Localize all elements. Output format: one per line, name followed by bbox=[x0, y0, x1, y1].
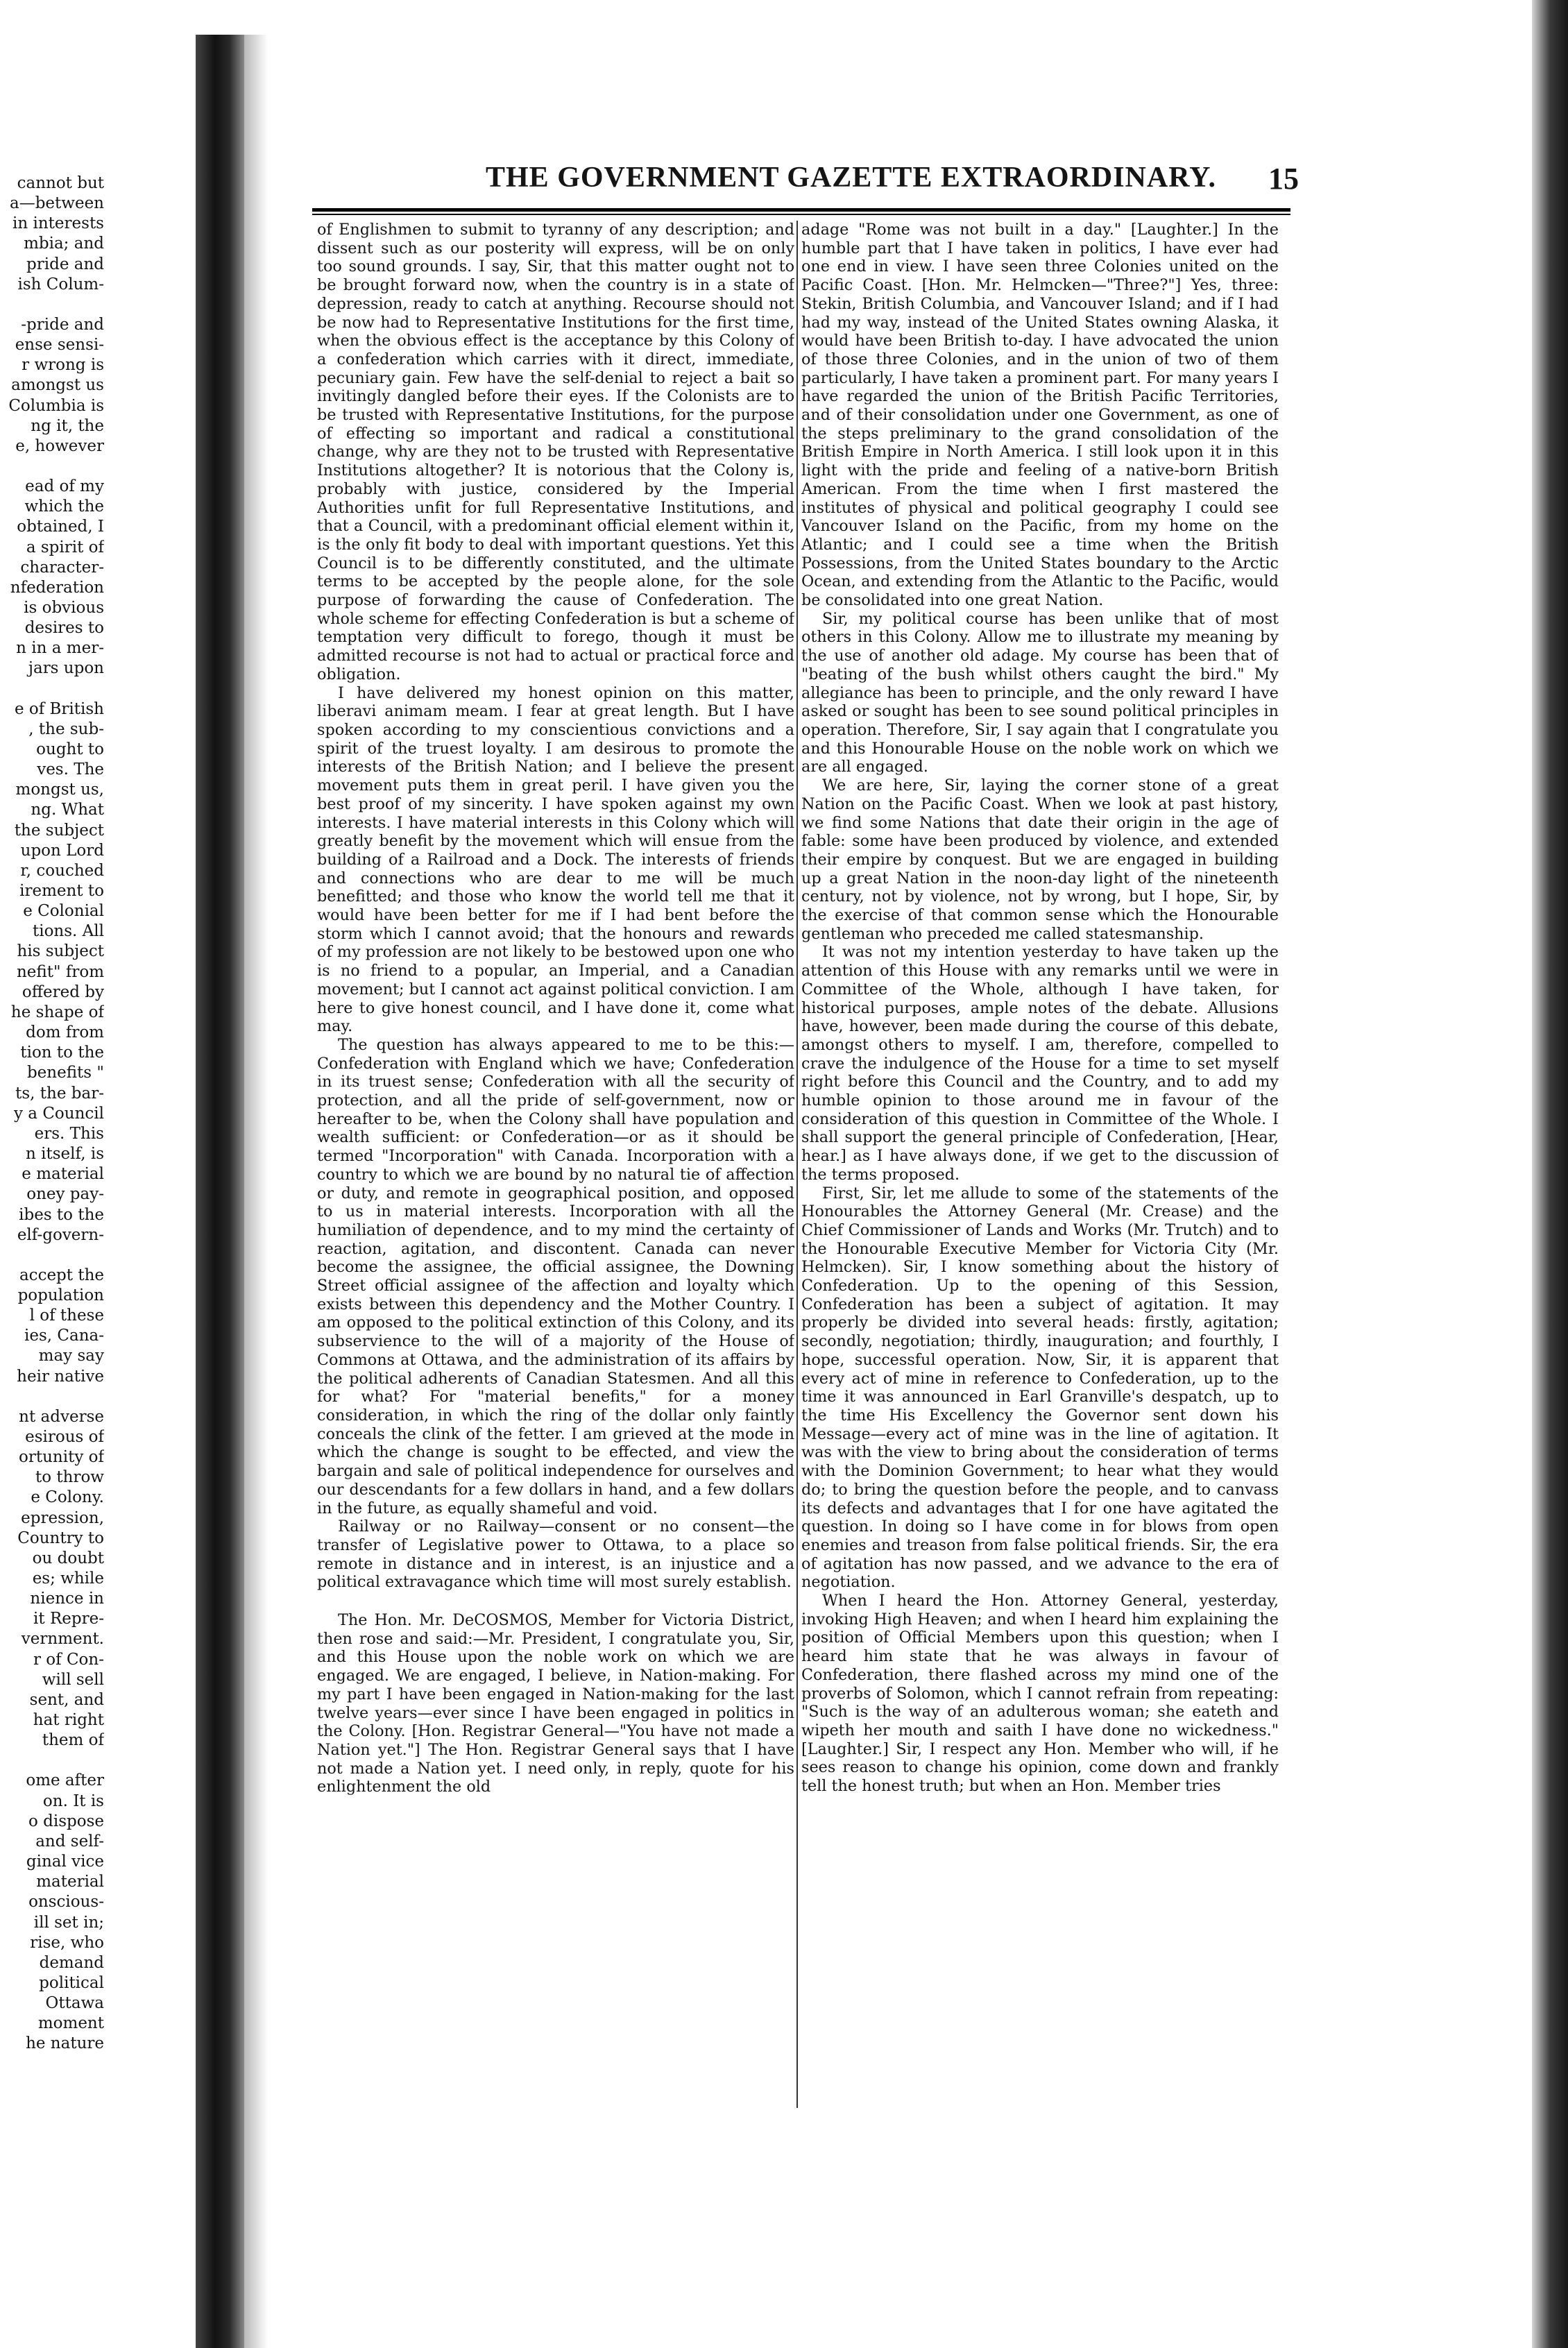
facing-line: jars upon bbox=[28, 659, 104, 678]
facing-line: character- bbox=[20, 558, 104, 577]
paragraph: First, Sir, let me allude to some of the statements of the Honourables the Attorney General (Mr. Crease) and the Chief Commissioner of Lands and Works (Mr. Trutch) and to the Honourable Executive Member for Victoria City (Mr. Helmcken). Sir, I know something about the history of Confederation. Up to the opening of this Session, Confederation has been a subject of agitation. It may properly be divided into several heads: firstly, agitation; secondly, negotiation; thirdly, inauguration; and fourthly, I hope, successful operation. Now, Sir, it is apparent that every act of mine in reference to Confederation, up to the time it was announced in Earl Granville's despatch, up to the time His Excellency the Governor sent down his Message—every act of mine was in the line of agitation. It was with the view to bring about the consideration of terms with the Dominion Government; to hear what they would do; to bring the question before the people, and to canvass its defects and advantages that I for one have agitated the question. In doing so I have come in for blows from open enemies and treason from false political friends. Sir, the era of agitation has now passed, and we advance to the era of negotiation. bbox=[801, 1184, 1279, 1592]
facing-line: desires to bbox=[24, 619, 104, 638]
facing-line: ng. What bbox=[31, 801, 104, 819]
facing-line: ou doubt bbox=[32, 1549, 104, 1567]
facing-line: Country to bbox=[17, 1529, 104, 1547]
facing-line: es; while bbox=[32, 1569, 104, 1588]
paragraph: adage "Rome was not built in a day." [Laughter.] In the humble part that I have taken in politics, I have ever had one end in view. I have seen three Colonies united on the Pacific Coast. [Hon. Mr. Helmcken—"Three?"] Yes, three: Stekin, British Columbia, and Vancouver Island; and if I had had my way, instead of the United States owning Alaska, it would have been British to-day. I have advocated the union of those three Colonies, and in the union of two of them particularly, I have taken a prominent part. For many years I have regarded the union of the British Pacific Territories, and of their consolidation under one Government, as one of the steps preliminary to the grand consolidation of the British Empire in North America. I still look upon it in this light with the pride and feeling of a native-born British American. From the time when I first mastered the institutes of physical and political geography I could see Vancouver Island on the Pacific, from my home on the Atlantic; and I could see a time when the British Possessions, from the United States boundary to the Arctic Ocean, and extending from the Atlantic to the Pacific, would be consolidated into one great Nation. bbox=[801, 221, 1279, 610]
facing-line: them of bbox=[42, 1731, 104, 1750]
facing-line: nefit" from bbox=[16, 962, 104, 981]
facing-line: may say bbox=[38, 1347, 104, 1366]
facing-line: , the sub- bbox=[28, 720, 104, 738]
facing-line: ortunity of bbox=[19, 1448, 104, 1467]
facing-line: nience in bbox=[30, 1590, 104, 1608]
facing-line: accept the bbox=[19, 1266, 104, 1284]
facing-line: tion to the bbox=[20, 1044, 104, 1062]
facing-line: ies, Cana- bbox=[24, 1327, 104, 1345]
facing-line: sent, and bbox=[29, 1690, 104, 1709]
paragraph: Railway or no Railway—consent or no consent—the transfer of Legislative power to Ottawa, to a place so remote in distance and in interest, is an injustice and a political extravagance which time will most surely establish. bbox=[317, 1517, 794, 1592]
facing-line: obtained, I bbox=[17, 518, 104, 536]
facing-line: ense sensi- bbox=[15, 336, 104, 355]
facing-line: on. It is bbox=[42, 1792, 104, 1810]
facing-line: esirous of bbox=[25, 1427, 104, 1446]
paragraph: The question has always appeared to me to be this:—Confederation with England which we have; Confederation in its truest sense; Confederation with all the security of protection, and all the pride of self-government, now or hereafter to be, when the Colony shall have population and wealth sufficient: or Confederation—or as it should be termed "Incorporation" with Canada. Incorporation with a country to which we are bound by no natural tie of affection or duty, and remote in geographical position, and opposed to us in material interests. Incorporation with all the humiliation of dependence, and to my mind the certainty of reaction, agitation, and discontent. Canada can never become the assignee, the official assignee, the Downing Street official assignee of the affection and loyalty which exists between this dependency and the Mother Country. I am opposed to the political extinction of this Colony, and its subservience to the will of a majority of the House of Commons at Ottawa, and the administration of its affairs by the political adherents of Canadian Statesmen. And all this for what? For "material benefits," for a money consideration, in which the ring of the dollar only faintly conceals the clink of the fetter. I am grieved at the mode in which the change is sought to be effected, and view the bargain and sale of political independence for ourselves and our descendants for a few dollars in hand, and a few dollars in the future, as equally shameful and void. bbox=[317, 1035, 794, 1517]
paragraph: It was not my intention yesterday to have taken up the attention of this House with any remarks until we were in Committee of the Whole, although I have taken, for historical purposes, ample notes of the debate. Allusions have, however, been made during the course of this debate, amongst others to myself. I am, therefore, compelled to crave the indulgence of the House for a time to set myself right before this Council and the Country, and to add my humble opinion to those around me in favour of the consideration of this question in Committee of the Whole. I shall support the general principle of Confederation, [Hear, hear.] as I have always done, if we get to the discussion of the terms proposed. bbox=[801, 943, 1279, 1184]
page-title: THE GOVERNMENT GAZETTE EXTRAORDINARY. bbox=[486, 162, 1217, 194]
facing-line: ng it, the bbox=[31, 416, 104, 435]
page-header bbox=[312, 154, 1299, 203]
facing-line: n in a mer- bbox=[16, 639, 104, 658]
facing-line bbox=[0, 1751, 104, 1771]
facing-line: the subject bbox=[14, 821, 104, 840]
facing-line: dom from bbox=[26, 1023, 104, 1042]
facing-line: ish Colum- bbox=[17, 275, 104, 294]
facing-line: e of British bbox=[14, 699, 104, 718]
facing-line: mbia; and bbox=[24, 235, 104, 253]
facing-line: amongst us bbox=[11, 376, 104, 395]
facing-line: rise, who bbox=[30, 1933, 104, 1952]
facing-line: benefits " bbox=[26, 1064, 104, 1082]
facing-line: oney pay- bbox=[26, 1185, 104, 1204]
facing-line: ead of my bbox=[25, 477, 104, 496]
facing-line: tions. All bbox=[32, 922, 104, 941]
facing-line bbox=[0, 457, 104, 477]
facing-line: demand bbox=[39, 1953, 104, 1972]
facing-page-fragment bbox=[0, 173, 104, 2137]
facing-line: ill set in; bbox=[33, 1913, 104, 1932]
facing-line bbox=[0, 1245, 104, 1266]
paragraph: We are here, Sir, laying the corner stone of a great Nation on the Pacific Coast. When we look at past history, we find some Nations that date their origin in the age of fable: some have been produced by violence, and extended their empire by conquest. But we are engaged in building up a great Nation in the noon-day light of the nineteenth century, not by violence, not by wrong, but I hope, Sir, by the exercise of that common sense which the Honourable gentleman who preceded me called statesmanship. bbox=[801, 776, 1279, 943]
facing-line bbox=[0, 295, 104, 315]
header-rule bbox=[312, 208, 1290, 212]
facing-line: to throw bbox=[35, 1468, 104, 1487]
facing-line bbox=[0, 1387, 104, 1407]
facing-line: pride and bbox=[26, 255, 104, 273]
text-column-left bbox=[317, 221, 794, 2302]
facing-line: -pride and bbox=[21, 315, 104, 334]
facing-line: irement to bbox=[19, 882, 104, 900]
facing-line: a—between bbox=[9, 194, 104, 213]
facing-line: a spirit of bbox=[26, 538, 104, 556]
text-column-right bbox=[801, 221, 1279, 2302]
facing-line: y a Council bbox=[14, 1104, 104, 1123]
facing-line: he shape of bbox=[10, 1003, 104, 1021]
facing-line: nfederation bbox=[10, 578, 104, 597]
facing-line: hat right bbox=[33, 1711, 104, 1730]
facing-line: e Colony. bbox=[31, 1488, 104, 1507]
facing-line: moment bbox=[37, 2014, 104, 2033]
facing-line: onscious- bbox=[28, 1893, 104, 1912]
facing-line: heir native bbox=[17, 1367, 104, 1386]
paragraph: Sir, my political course has been unlike that of most others in this Colony. Allow me to illustrate my meaning by the use of another old adage. My course has been that of "beating of the bush whilst others caught the bird." My allegiance has been to principle, and the only reward I have asked or sought has been to see sound political principles in operation. Therefore, Sir, I say again that I congratulate you and this Honourable House on the noble work on which we are all engaged. bbox=[801, 609, 1279, 776]
facing-line: mongst us, bbox=[15, 781, 104, 799]
facing-line: will sell bbox=[42, 1670, 104, 1689]
facing-line: he nature bbox=[26, 2034, 104, 2053]
facing-line: e Colonial bbox=[23, 902, 104, 921]
facing-line: Columbia is bbox=[8, 396, 104, 415]
facing-line: population bbox=[17, 1286, 104, 1304]
facing-line: which the bbox=[24, 497, 104, 516]
header-rule-thin bbox=[312, 214, 1290, 215]
facing-line: ought to bbox=[36, 740, 104, 758]
facing-line: epression, bbox=[21, 1508, 104, 1527]
gutter-shadow bbox=[244, 35, 268, 2348]
facing-line: e material bbox=[22, 1165, 104, 1184]
page-edge-shadow bbox=[1532, 0, 1568, 2348]
facing-line: it Repre- bbox=[33, 1610, 104, 1628]
paragraph: When I heard the Hon. Attorney General, yesterday, invoking High Heaven; and when I heard him explaining the position of Official Members upon this question; when I heard him state that he was always in favour of Confederation, there flashed across my mind one of the proverbs of Solomon, which I cannot refrain from repeating: "Such is the way of an adulterous woman; she eateth and wipeth her mouth and saith I have done no wickedness." [Laughter.] Sir, I respect any Hon. Member who will, if he sees reason to change his opinion, come down and frankly tell the honest truth; but when an Hon. Member tries bbox=[801, 1592, 1279, 1796]
facing-line: upon Lord bbox=[20, 841, 104, 860]
facing-line: political bbox=[39, 1973, 104, 1992]
facing-line: elf-govern- bbox=[17, 1225, 104, 1244]
paragraph: I have delivered my honest opinion on this matter, liberavi animam meam. I fear at great length. But I have spoken according to my conscientious convictions and a spirit of the truest loyalty. I am desirous to promote the interests of the British Nation; and I believe the present movement puts them in great peril. I have given you the best proof of my sincerity. I have spoken against my own interests. I have material interests in this Colony which will greatly benefit by the movement which will ensue from the building of a Railroad and a Dock. The interests of friends and connections who are dear to me will be much benefitted; and those who know the world tell me that it would have been better for me if I had bent before the storm which I cannot avoid; that the honours and rewards of my profession are not likely to be bestowed upon one who is no friend to a popular, an Imperial, and a Canadian movement; but I cannot act against political conviction. I am here to give honest council, and I have done it, come what may. bbox=[317, 683, 794, 1036]
paragraph: of Englishmen to submit to tyranny of any description; and dissent such as our posterity will express, will be on only too sound grounds. I say, Sir, that this matter ought not to be brought forward now, when the country is in a state of depression, ready to catch at anything. Recourse should not be now had to Representative Institutions for the first time, when the obvious effect is the acceptance by this Colony of a confederation which carries with it direct, immediate, pecuniary gain. Few have the self-denial to reject a bait so invitingly dangled before their eyes. If the Colonists are to be trusted with Representative Institutions, for the purpose of effecting so important and radical a constitutional change, why are they not to be trusted with Representative Institutions altogether? It is notorious that the Colony is, probably with justice, considered by the Imperial Authorities unfit for full Representative Institutions, and that a Council, with a predominant official element within it, is the only fit body to deal with important questions. Yet this Council is to be differently constituted, and the ultimate terms to be accepted by the people alone, for the sole purpose of forwarding the cause of Confederation. The whole scheme for effecting Confederation is but a scheme of temptation very difficult to forego, though it must be admitted recourse is not had to actual or practical force and obligation. bbox=[317, 221, 794, 683]
facing-line: ibes to the bbox=[19, 1205, 104, 1224]
facing-line: r of Con- bbox=[33, 1650, 104, 1669]
facing-line: Ottawa bbox=[45, 1994, 104, 2013]
facing-line: o dispose bbox=[28, 1812, 104, 1830]
facing-line: material bbox=[36, 1873, 104, 1891]
facing-line: nt adverse bbox=[19, 1407, 104, 1426]
facing-line: is obvious bbox=[24, 598, 104, 617]
facing-line: cannot but bbox=[17, 174, 104, 192]
facing-line: vernment. bbox=[21, 1630, 104, 1649]
facing-line: offered by bbox=[22, 982, 104, 1001]
facing-line: r wrong is bbox=[22, 356, 104, 375]
facing-line: his subject bbox=[17, 942, 104, 961]
facing-line: ginal vice bbox=[26, 1853, 104, 1871]
facing-line: e, however bbox=[15, 436, 104, 455]
facing-line: ers. This bbox=[34, 1124, 104, 1143]
facing-line: ts, the bar- bbox=[15, 1084, 104, 1103]
facing-line: in interests bbox=[12, 214, 104, 233]
facing-line: ves. The bbox=[37, 760, 104, 779]
facing-line: ome after bbox=[26, 1771, 104, 1790]
paragraph: The Hon. Mr. DeCOSMOS, Member for Victoria District, then rose and said:—Mr. President, I congratulate you, Sir, and this House upon the noble work on which we are engaged. We are engaged, I believe, in Nation-making. For my part I have been engaged in Nation-making for the last twelve years—ever since I have been engaged in politics in the Colony. [Hon. Registrar General—"You have not made a Nation yet."] The Hon. Registrar General says that I have not made a Nation yet. I need only, in reply, quote for his enlightenment the old bbox=[317, 1611, 794, 1796]
facing-line: and self- bbox=[35, 1832, 104, 1851]
facing-line bbox=[0, 679, 104, 699]
facing-line: l of these bbox=[29, 1307, 104, 1325]
facing-line: n itself, is bbox=[26, 1145, 104, 1164]
page-number: 15 bbox=[1268, 162, 1299, 196]
column-rule bbox=[796, 221, 798, 2108]
facing-line: r, couched bbox=[20, 861, 104, 880]
book-gutter bbox=[196, 35, 244, 2348]
